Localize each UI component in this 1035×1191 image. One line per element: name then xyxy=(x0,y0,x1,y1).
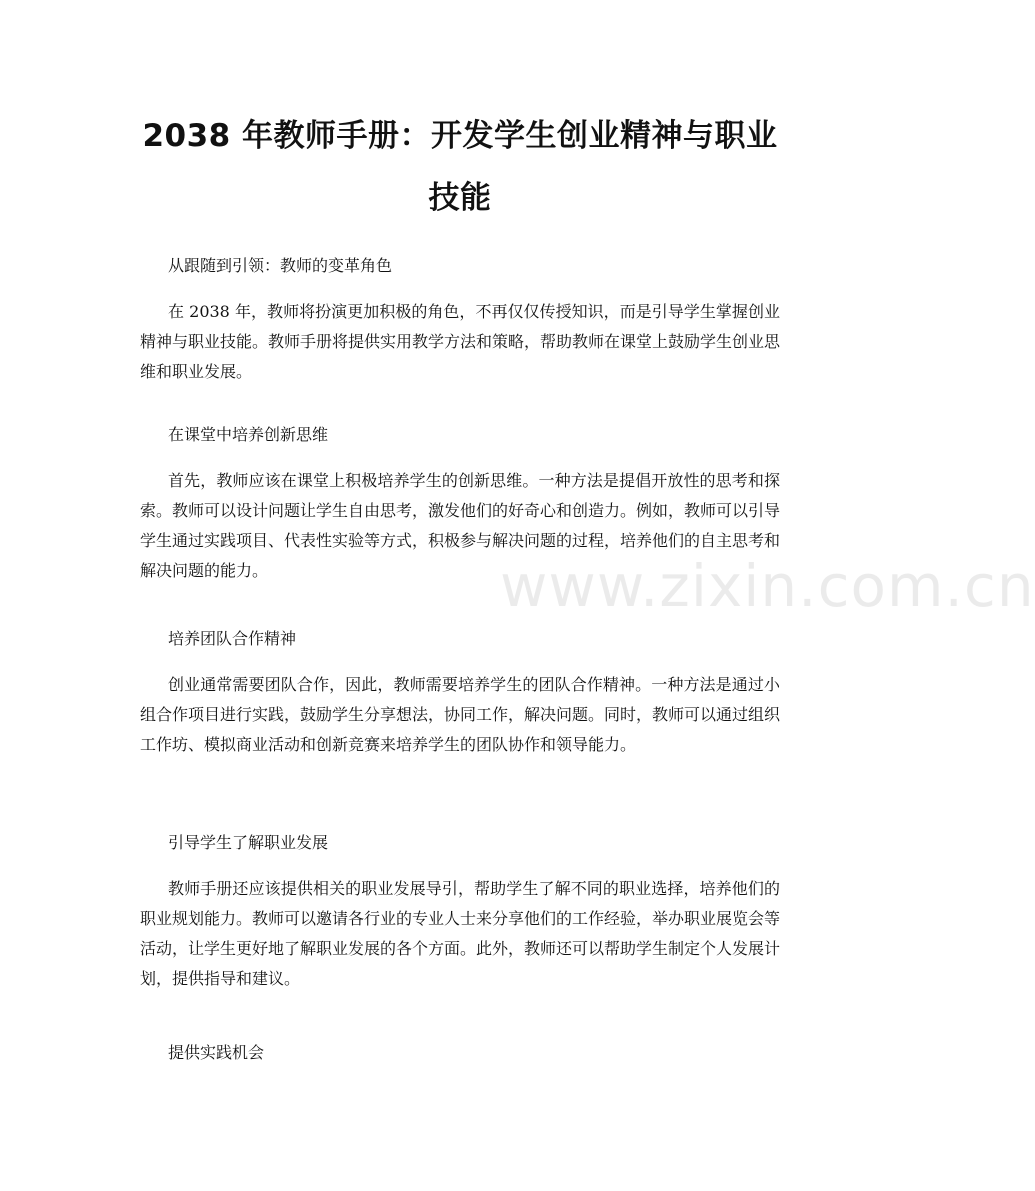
section-heading-role: 从跟随到引领：教师的变革角色 xyxy=(168,256,393,275)
section-heading-practice: 提供实践机会 xyxy=(168,1043,265,1062)
section-heading-teamwork: 培养团队合作精神 xyxy=(168,629,297,648)
section-paragraph-career: 教师手册还应该提供相关的职业发展导引，帮助学生了解不同的职业选择，培养他们的职业规划能力。教师可以邀请各行业的专业人士来分享他们的工作经验，举办职业展览会等活动，让学生更好地了解职业发展的各个方面。此外，教师还可以帮助学生制定个人发展计划，提供指导和建议。 xyxy=(140,879,781,988)
document-title-line-2: 技能 xyxy=(428,180,492,216)
document-title-line-1: 2038 年教师手册：开发学生创业精神与职业 xyxy=(142,118,778,154)
section-paragraph-teamwork: 创业通常需要团队合作，因此，教师需要培养学生的团队合作精神。一种方法是通过小组合作项目进行实践，鼓励学生分享想法，协同工作，解决问题。同时，教师可以通过组织工作坊、模拟商业活动和创新竞赛来培养学生的团队协作和领导能力。 xyxy=(140,675,781,754)
section-paragraph-innovation: 首先，教师应该在课堂上积极培养学生的创新思维。一种方法是提倡开放性的思考和探索。教师可以设计问题让学生自由思考，激发他们的好奇心和创造力。例如，教师可以引导学生通过实践项目、代表性实验等方式，积极参与解决问题的过程，培养他们的自主思考和解决问题的能力。 xyxy=(140,471,781,580)
section-paragraph-role: 在 2038 年，教师将扮演更加积极的角色，不再仅仅传授知识，而是引导学生掌握创业精神与职业技能。教师手册将提供实用教学方法和策略，帮助教师在课堂上鼓励学生创业思维和职业发展。 xyxy=(140,302,781,381)
section-heading-career: 引导学生了解职业发展 xyxy=(168,833,329,852)
section-heading-innovation: 在课堂中培养创新思维 xyxy=(168,425,329,444)
watermark: www.zixin.com.cn xyxy=(500,552,1035,620)
